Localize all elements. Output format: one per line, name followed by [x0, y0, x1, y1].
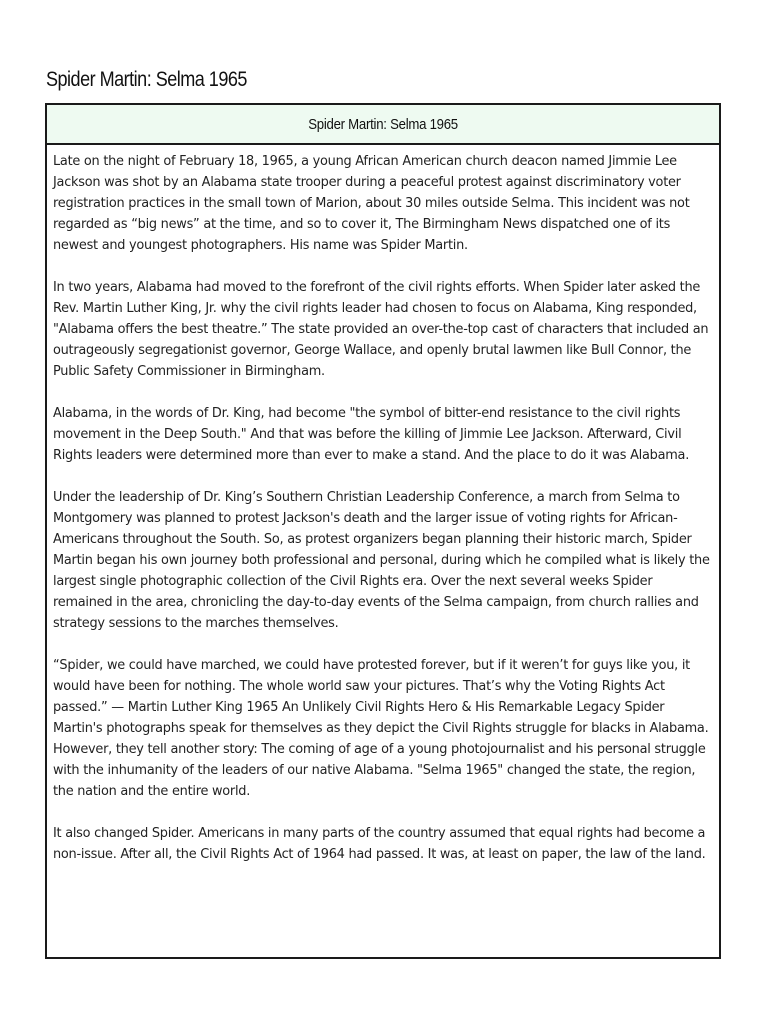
paragraph-3: Alabama, in the words of Dr. King, had become "the symbol of bitter-end resistance to the civil rights movement in the Deep South." And that was before the killing of Jimmie Lee Jackson. Afterward, Civil Rights leaders were determined more than ever to make a stand. And the place to do it was Alabama.: [53, 406, 690, 463]
paragraph-5: “Spider, we could have marched, we could have protested forever, but if it weren’t for guys like you, it would have been for nothing. The whole world saw your pictures. That’s why the Voting Rights Act passed.” — Martin Luther King 1965 An Unlikely Civil Rights Hero & His Remarkable Legacy Spider Martin's photographs speak for themselves as they depict the Civil Rights struggle for blacks in Alabama. However, they tell another story: The coming of age of a young photojournalist and his personal struggle with the inhumanity of the leaders of our native Alabama. "Selma 1965" changed the state, the region, the nation and the entire world.: [53, 658, 709, 799]
page-title: Spider Martin: Selma 1965: [46, 68, 247, 91]
paragraph-2: In two years, Alabama had moved to the forefront of the civil rights efforts. When Spider later asked the Rev. Martin Luther King, Jr. why the civil rights leader had chosen to focus on Alabama, King responded, "Alabama offers the best theatre.” The state provided an over-the-top cast of characters that included an outrageously segregationist governor, George Wallace, and openly brutal lawmen like Bull Connor, the Public Safety Commissioner in Birmingham.: [53, 280, 709, 379]
table-body: [47, 145, 719, 865]
paragraph-4: Under the leadership of Dr. King’s Southern Christian Leadership Conference, a march from Selma to Montgomery was planned to protest Jackson's death and the larger issue of voting rights for African-Americans throughout the South. So, as protest organizers began planning their historic march, Spider Martin began his own journey both professional and personal, during which he compiled what is likely the largest single photographic collection of the Civil Rights era. Over the next several weeks Spider remained in the area, chronicling the day-to-day events of the Selma campaign, from church rallies and strategy sessions to the marches themselves.: [53, 490, 710, 631]
table-header-text: Spider Martin: Selma 1965: [308, 115, 458, 133]
paragraph-6: It also changed Spider. Americans in many parts of the country assumed that equal rights had become a non-issue. After all, the Civil Rights Act of 1964 had passed. It was, at least on paper, the law of the land.: [53, 826, 706, 862]
paragraph-1: Late on the night of February 18, 1965, a young African American church deacon named Jimmie Lee Jackson was shot by an Alabama state trooper during a peaceful protest against discriminatory voter registration practices in the small town of Marion, about 30 miles outside Selma. This incident was not regarded as “big news” at the time, and so to cover it, The Birmingham News dispatched one of its newest and youngest photographers. His name was Spider Martin.: [53, 154, 690, 253]
table-header: [47, 105, 719, 145]
article-table: [45, 103, 721, 959]
